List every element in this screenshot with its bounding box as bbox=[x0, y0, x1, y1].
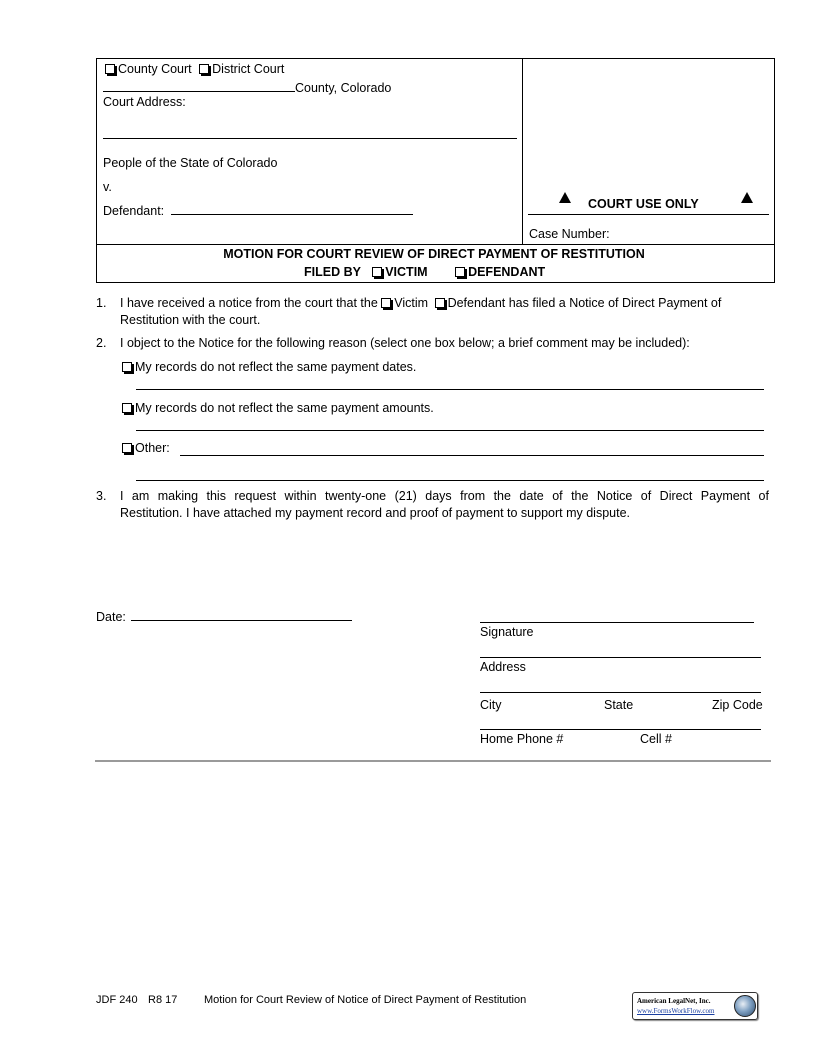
county-row bbox=[103, 80, 391, 95]
court-address-field[interactable] bbox=[103, 138, 517, 139]
filed-by-defendant-checkbox[interactable] bbox=[455, 267, 465, 277]
triangle-up-icon bbox=[741, 192, 753, 203]
option-amounts-comment-field[interactable] bbox=[136, 430, 764, 431]
filed-by-label: FILED BY bbox=[304, 265, 361, 279]
item1-line1 bbox=[120, 296, 721, 310]
item1-defendant-checkbox[interactable] bbox=[435, 298, 445, 308]
footer-form-id: JDF 240 bbox=[96, 994, 138, 1006]
address-field[interactable] bbox=[480, 657, 761, 658]
people-label: People of the State of Colorado bbox=[103, 156, 278, 170]
item3-number: 3. bbox=[96, 489, 107, 503]
item1-number: 1. bbox=[96, 296, 107, 310]
item2-number: 2. bbox=[96, 336, 107, 350]
phone-field[interactable] bbox=[480, 729, 761, 730]
defendant-field[interactable] bbox=[171, 203, 413, 215]
state-label: State bbox=[604, 698, 634, 712]
form-title: MOTION FOR COURT REVIEW OF DIRECT PAYMENT OF RESTITUTION bbox=[223, 247, 645, 261]
filed-by-victim-label: VICTIM bbox=[385, 265, 428, 279]
signature-label: Signature bbox=[480, 625, 534, 639]
filed-by-victim-checkbox[interactable] bbox=[372, 267, 382, 277]
bottom-rule bbox=[95, 760, 771, 762]
item2-text: I object to the Notice for the following reason (select one box below; a brief comment may be included): bbox=[120, 336, 690, 350]
signature-field[interactable] bbox=[480, 622, 754, 623]
item1-victim-checkbox[interactable] bbox=[381, 298, 391, 308]
logo-globe-icon bbox=[734, 995, 756, 1017]
footer-form-title: Motion for Court Review of Notice of Direct Payment of Restitution bbox=[204, 994, 527, 1006]
home-phone-label: Home Phone # bbox=[480, 732, 564, 746]
filed-by-defendant-label: DEFENDANT bbox=[468, 265, 546, 279]
option-other-field[interactable] bbox=[180, 455, 764, 456]
logo-line1: American LegalNet, Inc. bbox=[637, 997, 711, 1005]
item1-victim-label: Victim bbox=[394, 296, 429, 310]
cell-label: Cell # bbox=[640, 732, 672, 746]
caption-divider bbox=[522, 58, 523, 245]
option-amounts-row bbox=[122, 401, 434, 415]
option-amounts-label: My records do not reflect the same payment amounts. bbox=[135, 401, 434, 415]
logo-line2: www.FormsWorkFlow.com bbox=[637, 1007, 715, 1015]
date-row bbox=[96, 609, 352, 624]
item1-line2: Restitution with the court. bbox=[120, 313, 261, 327]
item3-line1: I am making this request within twenty-one (21) days from the date of the Notice of Direct Payment of bbox=[120, 489, 769, 503]
item1-text-a: I have received a notice from the court that the bbox=[120, 296, 378, 310]
zip-label: Zip Code bbox=[712, 698, 763, 712]
versus-label: v. bbox=[103, 180, 112, 194]
county-court-label: County Court bbox=[118, 62, 192, 76]
city-label: City bbox=[480, 698, 502, 712]
option-dates-checkbox[interactable] bbox=[122, 362, 132, 372]
option-other-label: Other: bbox=[135, 441, 170, 455]
defendant-label: Defendant: bbox=[103, 204, 165, 218]
defendant-row bbox=[103, 203, 413, 218]
option-amounts-checkbox[interactable] bbox=[122, 403, 132, 413]
date-field[interactable] bbox=[131, 609, 352, 621]
court-address-label: Court Address: bbox=[103, 95, 186, 109]
address-label: Address bbox=[480, 660, 526, 674]
date-label: Date: bbox=[96, 610, 126, 624]
county-court-checkbox[interactable] bbox=[105, 64, 115, 74]
option-other-comment-field[interactable] bbox=[136, 480, 764, 481]
item3-line2: Restitution. I have attached my payment record and proof of payment to support my dispute. bbox=[120, 506, 630, 520]
option-other-row bbox=[122, 441, 170, 455]
triangle-up-icon bbox=[559, 192, 571, 203]
court-use-triangle-left bbox=[559, 192, 571, 206]
court-use-divider bbox=[528, 214, 769, 215]
court-type-row bbox=[105, 62, 284, 76]
option-other-checkbox[interactable] bbox=[122, 443, 132, 453]
case-number-label: Case Number: bbox=[529, 227, 610, 241]
legalnet-logo[interactable] bbox=[632, 992, 758, 1020]
filed-by-row bbox=[304, 265, 545, 279]
district-court-checkbox[interactable] bbox=[199, 64, 209, 74]
district-court-label: District Court bbox=[212, 62, 285, 76]
county-suffix: County, Colorado bbox=[295, 81, 392, 95]
option-dates-comment-field[interactable] bbox=[136, 389, 764, 390]
court-use-triangle-right bbox=[741, 192, 753, 206]
court-use-only-label: COURT USE ONLY bbox=[588, 197, 699, 211]
county-name-field[interactable] bbox=[103, 80, 295, 92]
option-dates-row bbox=[122, 360, 416, 374]
item1-text-b: Defendant has filed a Notice of Direct Payment of bbox=[447, 296, 722, 310]
city-state-zip-field[interactable] bbox=[480, 692, 761, 693]
footer-revision: R8 17 bbox=[148, 994, 178, 1006]
option-dates-label: My records do not reflect the same payment dates. bbox=[135, 360, 417, 374]
